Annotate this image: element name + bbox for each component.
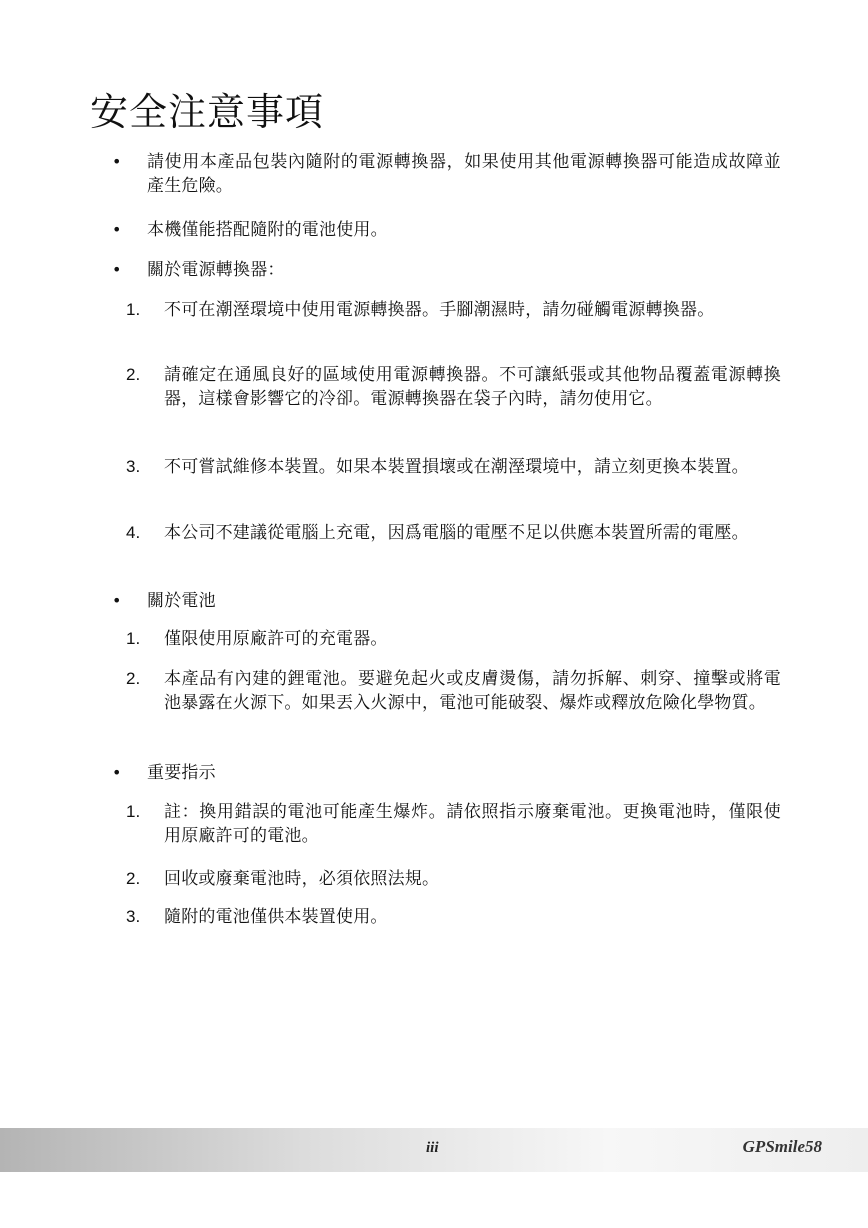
number-marker: 2.	[126, 869, 141, 888]
page-footer	[0, 1128, 868, 1172]
bullet-marker: •	[112, 591, 122, 610]
list-item-text: 請確定在通風良好的區域使用電源轉換器。不可讓紙張或其他物品覆蓋電源轉換器，這樣會影響它的冷卻。電源轉換器在袋子內時，請勿使用它。	[164, 365, 781, 409]
number-marker: 1.	[126, 802, 141, 821]
list-item-text: 本產品有內建的鋰電池。要避免起火或皮膚燙傷，請勿拆解、刺穿、撞擊或將電池暴露在火源下。如果丟入火源中，電池可能破裂、爆炸或釋放危險化學物質。	[164, 669, 781, 713]
list-item-text: 不可嘗試維修本裝置。如果本裝置損壞或在潮溼環境中，請立刻更換本裝置。	[164, 457, 749, 477]
number-marker: 2.	[126, 669, 141, 688]
number-marker: 4.	[126, 523, 141, 542]
section-heading-text: 重要指示	[147, 763, 216, 783]
list-item-text: 僅限使用原廠許可的充電器。	[164, 629, 388, 649]
model-name: GPSmile58	[742, 1137, 822, 1156]
bullet-marker: •	[112, 220, 122, 239]
number-marker: 1.	[126, 629, 141, 648]
number-marker: 3.	[126, 457, 141, 476]
number-marker: 2.	[126, 365, 141, 384]
page-title: 安全注意事項	[90, 90, 325, 134]
page-number: iii	[426, 1140, 439, 1156]
bullet-marker: •	[112, 152, 122, 171]
list-item-text: 本機僅能搭配隨附的電池使用。	[147, 220, 388, 240]
list-item-text: 隨附的電池僅供本裝置使用。	[164, 907, 388, 927]
list-item-text: 請使用本產品包裝內隨附的電源轉換器，如果使用其他電源轉換器可能造成故障並產生危險。	[147, 152, 781, 196]
list-item-text: 不可在潮溼環境中使用電源轉換器。手腳潮濕時，請勿碰觸電源轉換器。	[164, 300, 715, 320]
list-item-text: 回收或廢棄電池時，必須依照法規。	[164, 869, 440, 889]
number-marker: 3.	[126, 907, 141, 926]
section-heading-text: 關於電池	[147, 591, 216, 611]
section-heading-text: 關於電源轉換器：	[147, 260, 285, 280]
number-marker: 1.	[126, 300, 141, 319]
list-item-text: 註：換用錯誤的電池可能產生爆炸。請依照指示廢棄電池。更換電池時，僅限使用原廠許可的電池。	[164, 802, 781, 846]
bullet-marker: •	[112, 763, 122, 782]
list-item-text: 本公司不建議從電腦上充電，因爲電腦的電壓不足以供應本裝置所需的電壓。	[164, 523, 749, 543]
bullet-marker: •	[112, 260, 122, 279]
